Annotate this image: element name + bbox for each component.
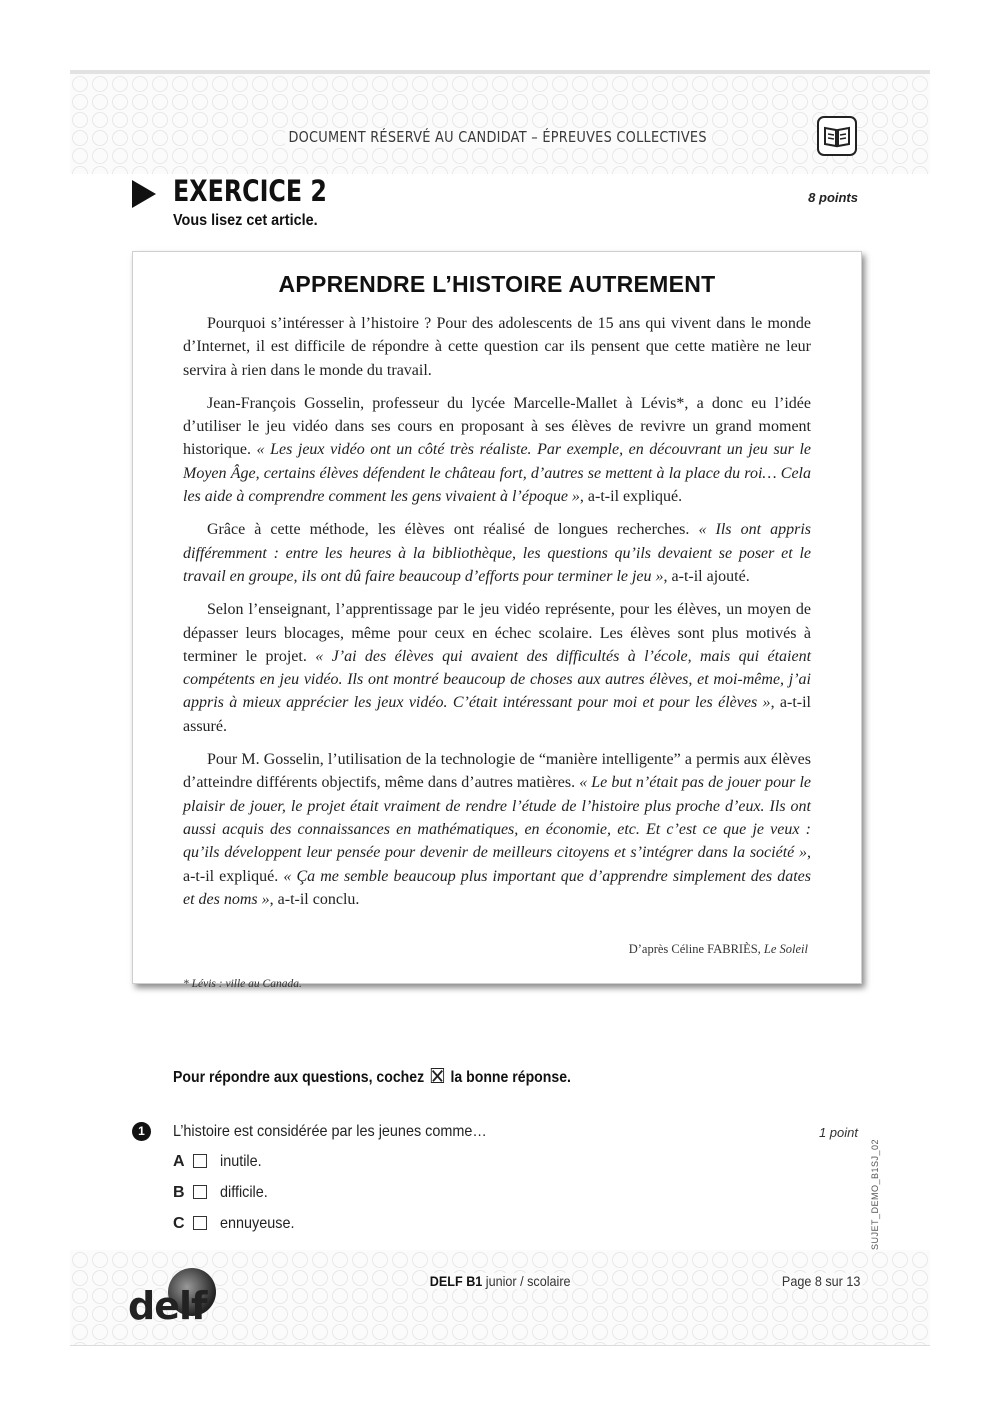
- header-pattern-band: [70, 70, 930, 174]
- document-header: DOCUMENT RÉSERVÉ AU CANDIDAT – ÉPREUVES COLLECTIVES: [285, 128, 710, 146]
- exercise-points: 8 points: [808, 190, 858, 205]
- option-a[interactable]: A inutile.: [173, 1153, 262, 1170]
- article-paragraph: Grâce à cette méthode, les élèves ont réalisé de longues recherches. « Ils ont appris différemment : entre les heures à la bibliothèque, les questions qu’ils devaient se poser et le travail en groupe, ils ont dû faire beaucoup d’efforts pour terminer le jeu », a-t-il ajouté.: [183, 521, 811, 585]
- option-b-checkbox[interactable]: [193, 1185, 207, 1199]
- document-code: SUJET_DEMO_B1SJ_02: [870, 1138, 880, 1250]
- footer-exam: DELF B1 junior / scolaire: [429, 1273, 571, 1289]
- option-a-checkbox[interactable]: [193, 1154, 207, 1168]
- article-source: D’après Céline FABRIÈS, Le Soleil: [628, 942, 808, 956]
- exercise-intro: Vous lisez cet article.: [173, 212, 318, 229]
- option-c-checkbox[interactable]: [193, 1216, 207, 1230]
- question-points: 1 point: [818, 1125, 858, 1140]
- checked-box-icon: [431, 1068, 444, 1083]
- exercise-title: EXERCICE 2: [173, 174, 327, 208]
- delf-logo: delf: [128, 1262, 218, 1334]
- article-title: APPRENDRE L’HISTOIRE AUTREMENT: [278, 271, 716, 297]
- article-paragraph: Pourquoi s’intéresser à l’histoire ? Pour des adolescents de 15 ans qui vivent dans le monde d’Internet, il est difficile de répondre à cette question car ils pensent que cette matière ne leur servira à rien dans le monde du travail.: [183, 315, 811, 379]
- question-text: L’histoire est considérée par les jeunes comme…: [173, 1123, 487, 1140]
- article-body: [183, 312, 811, 921]
- exercise-arrow-icon: [132, 180, 156, 208]
- article-paragraph: Pour M. Gosselin, l’utilisation de la technologie de “manière intelligente” a permis aux élèves d’atteindre différents objectifs, même dans d’autres matières. « Le but n’était pas de jouer pour le plaisir de jouer, le projet était vraiment de rendre l’étude de l’histoire plus proche d’eux. Ils ont aussi acquis des connaissances en mathématiques, en économie, etc. Et c’est ce que je veux : qu’ils développent leur pensée pour devenir de meilleurs citoyens et s’intégrer dans la société », a-t-il expliqué. « Ça me semble beaucoup plus important que d’apprendre simplement des dates et des noms », a-t-il conclu.: [183, 751, 812, 908]
- article-paragraph: Jean-François Gosselin, professeur du lycée Marcelle-Mallet à Lévis*, a donc eu l’idée d’utiliser le jeu vidéo dans ses cours en proposant à ses élèves de revivre un grand moment historique. « Les jeux vidéo ont un côté très réaliste. Par exemple, en découvrant un jeu sur le Moyen Âge, certains élèves défendent le château fort, d’autres se mettent à la place du roi… Cela les aide à comprendre comment les gens vivaient à l’époque », a-t-il expliqué.: [183, 394, 811, 506]
- book-icon: [817, 116, 857, 156]
- article-footnote: * Lévis : ville au Canada.: [183, 978, 302, 990]
- answer-instruction: Pour répondre aux questions, cochez la bonne réponse.: [173, 1069, 571, 1086]
- option-b[interactable]: B difficile.: [173, 1184, 268, 1201]
- footer-page-number: Page 8 sur 13: [781, 1273, 861, 1289]
- option-c[interactable]: C ennuyeuse.: [173, 1215, 295, 1232]
- article-paragraph: Selon l’enseignant, l’apprentissage par le jeu vidéo représente, pour les élèves, un moyen de dépasser leurs blocages, même pour ceux en échec scolaire. Les élèves sont plus motivés à terminer le projet. « J’ai des élèves qui avaient des difficultés à l’école, mais qui étaient compétents en jeu vidéo. Ils ont montré beaucoup de choses aux autres élèves, et moi-même, j’ai appris à mieux apprécier les jeux vidéo. C’était intéressant pour moi et pour les élèves », a-t-il assuré.: [183, 601, 812, 735]
- article-box: [132, 251, 862, 990]
- question-number-badge: 1: [132, 1122, 151, 1141]
